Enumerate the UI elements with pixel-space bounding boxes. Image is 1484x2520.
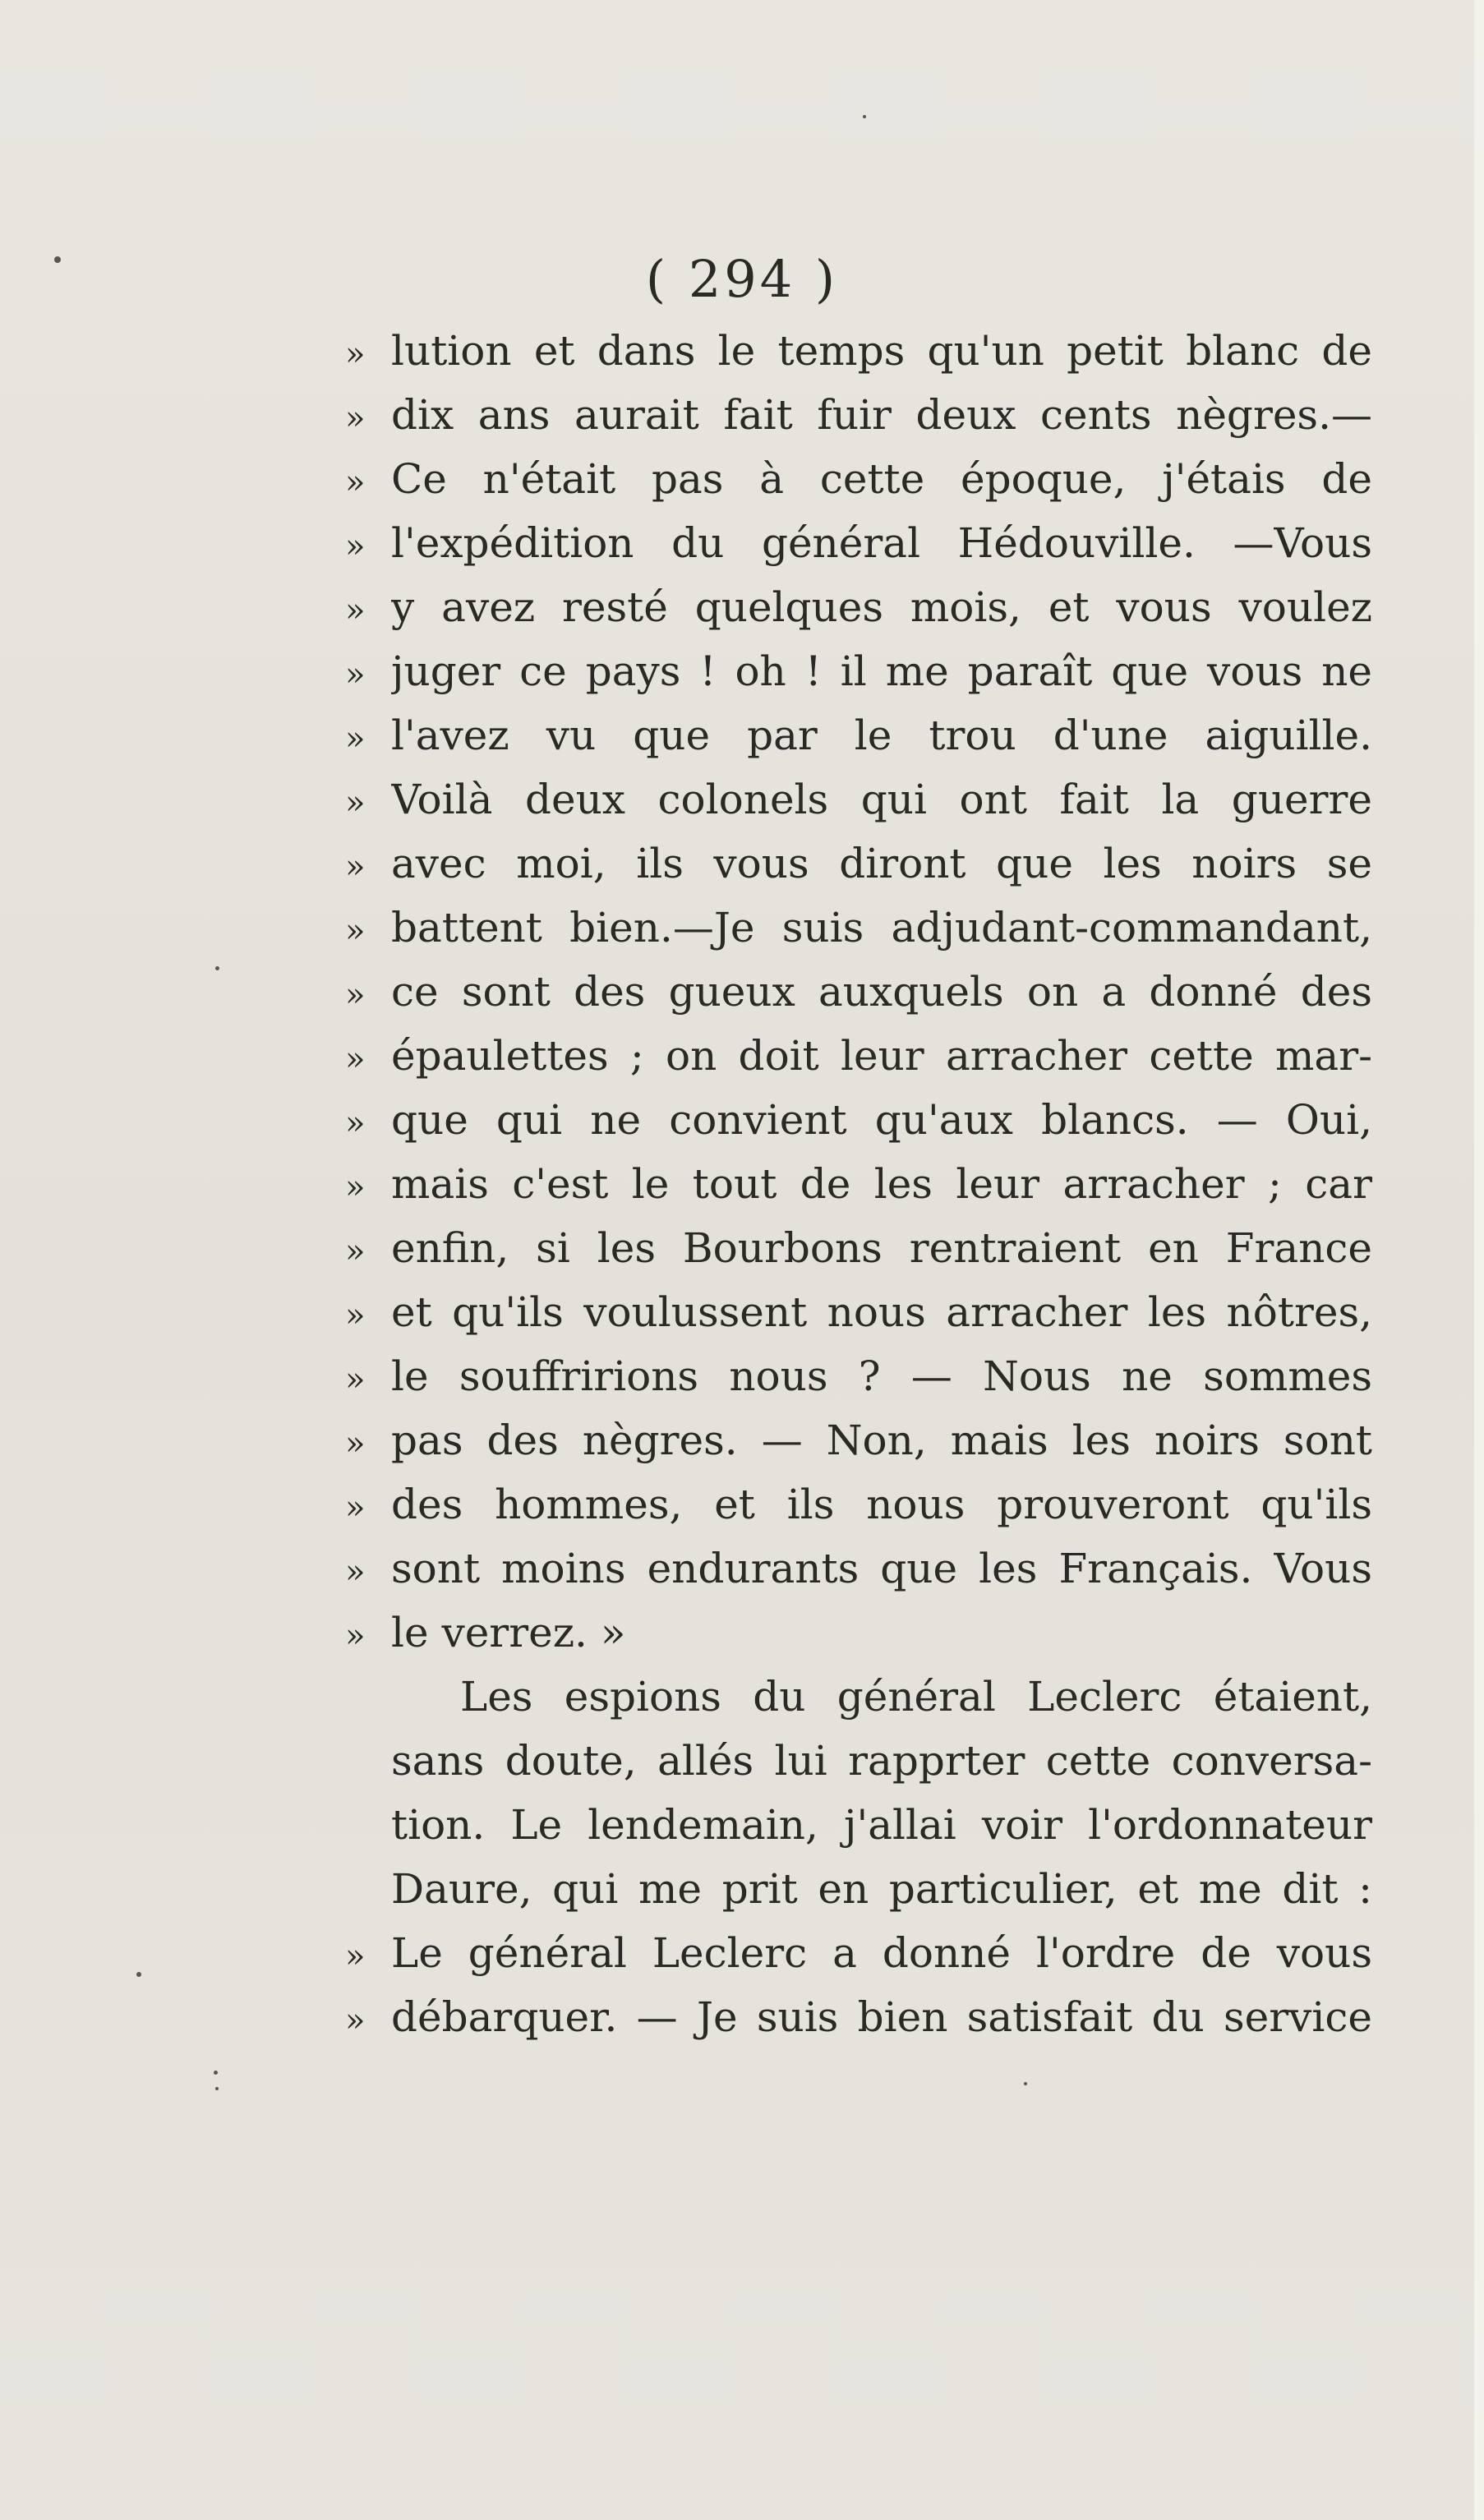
text-line [345, 1152, 1372, 1216]
paper-speck [214, 2071, 218, 2075]
line-text: le souffririons nous ? — Nous ne sommes [391, 1352, 1372, 1400]
line-text: enfin, si les Bourbons rentraient en France [391, 1224, 1372, 1272]
text-line [345, 1665, 1372, 1729]
text-line [345, 1793, 1372, 1857]
line-text: Voilà deux colonels qui ont fait la guerre [391, 776, 1372, 823]
text-line [345, 575, 1372, 639]
line-text: tion. Le lendemain, j'allai voir l'ordonnateur [391, 1801, 1372, 1849]
quote-mark: » [345, 656, 366, 693]
quote-mark: » [345, 1553, 366, 1591]
text-line [345, 1536, 1372, 1601]
quote-mark: » [345, 335, 366, 373]
text-line [345, 896, 1372, 960]
line-text: et qu'ils voulussent nous arracher les nôtres, [391, 1288, 1372, 1336]
paper-speck [1024, 2082, 1027, 2085]
paper-speck [215, 966, 219, 970]
text-line [345, 1088, 1372, 1152]
line-text: mais c'est le tout de les leur arracher ; car [391, 1160, 1372, 1208]
page-number: ( 294 ) [645, 249, 839, 309]
line-text: épaulettes ; on doit leur arracher cette mar- [391, 1032, 1372, 1080]
line-text: le verrez. » [391, 1609, 626, 1656]
line-text: avec moi, ils vous diront que les noirs se [391, 840, 1372, 887]
quote-mark: » [345, 1489, 366, 1527]
line-text: sans doute, allés lui rapprter cette conversa- [391, 1737, 1372, 1785]
line-text: Ce n'était pas à cette époque, j'étais de [391, 455, 1372, 503]
line-text: l'expédition du général Hédouville. —Vous [391, 519, 1372, 567]
quote-mark: » [345, 1104, 366, 1142]
quote-mark: » [345, 1168, 366, 1206]
text-line [345, 1280, 1372, 1344]
quote-mark: » [345, 1232, 366, 1270]
text-line [345, 1985, 1372, 2049]
text-line [345, 319, 1372, 383]
line-text: pas des nègres. — Non, mais les noirs sont [391, 1417, 1372, 1464]
line-text: Daure, qui me prit en particulier, et me dit : [391, 1865, 1372, 1913]
quote-mark: » [345, 976, 366, 1014]
quote-mark: » [345, 1297, 366, 1334]
text-line [345, 1216, 1372, 1280]
line-text: lution et dans le temps qu'un petit blanc de [391, 327, 1372, 375]
text-line [345, 639, 1372, 703]
text-line [345, 1729, 1372, 1793]
quote-mark: » [345, 399, 366, 437]
text-line [345, 703, 1372, 767]
line-text: l'avez vu que par le trou d'une aiguille. [391, 712, 1372, 759]
paper-speck [136, 1972, 141, 1977]
quote-mark: » [345, 784, 366, 822]
line-text: battent bien.—Je suis adjudant-commandant, [391, 904, 1372, 951]
line-text: Les espions du général Leclerc étaient, [460, 1673, 1372, 1721]
quote-mark: » [345, 592, 366, 629]
quote-mark: » [345, 463, 366, 501]
line-text: y avez resté quelques mois, et vous voulez [391, 583, 1372, 631]
line-text: sont moins endurants que les Français. Vous [391, 1545, 1372, 1592]
quote-mark: » [345, 1617, 366, 1655]
text-line [345, 1857, 1372, 1921]
line-text: juger ce pays ! oh ! il me paraît que vous ne [391, 647, 1372, 695]
quote-mark: » [345, 848, 366, 886]
page-edge [1474, 0, 1484, 2520]
quote-mark: » [345, 527, 366, 565]
text-line [345, 1921, 1372, 1985]
line-text: Le général Leclerc a donné l'ordre de vous [391, 1929, 1372, 1977]
paper-speck [863, 115, 866, 118]
line-text: des hommes, et ils nous prouveront qu'ils [391, 1481, 1372, 1528]
text-line [345, 960, 1372, 1024]
text-line [345, 832, 1372, 896]
text-line [345, 767, 1372, 832]
body-text [345, 319, 1372, 2049]
line-text: débarquer. — Je suis bien satisfait du service [391, 1993, 1372, 2041]
quote-mark: » [345, 1937, 366, 1975]
text-line [345, 1601, 1372, 1665]
line-text: que qui ne convient qu'aux blancs. — Oui, [391, 1096, 1372, 1144]
text-line [345, 447, 1372, 511]
quote-mark: » [345, 1361, 366, 1398]
quote-mark: » [345, 1040, 366, 1078]
text-line [345, 1344, 1372, 1408]
quote-mark: » [345, 912, 366, 950]
quote-mark: » [345, 720, 366, 758]
paper-speck [215, 2087, 219, 2090]
text-line [345, 1472, 1372, 1536]
text-line [345, 1408, 1372, 1472]
line-text: ce sont des gueux auxquels on a donné des [391, 968, 1372, 1016]
text-line [345, 1024, 1372, 1088]
paper-speck [54, 256, 61, 263]
line-text: dix ans aurait fait fuir deux cents nègres.— [391, 391, 1372, 439]
quote-mark: » [345, 1425, 366, 1463]
text-line [345, 383, 1372, 447]
text-line [345, 511, 1372, 575]
quote-mark: » [345, 2002, 366, 2039]
